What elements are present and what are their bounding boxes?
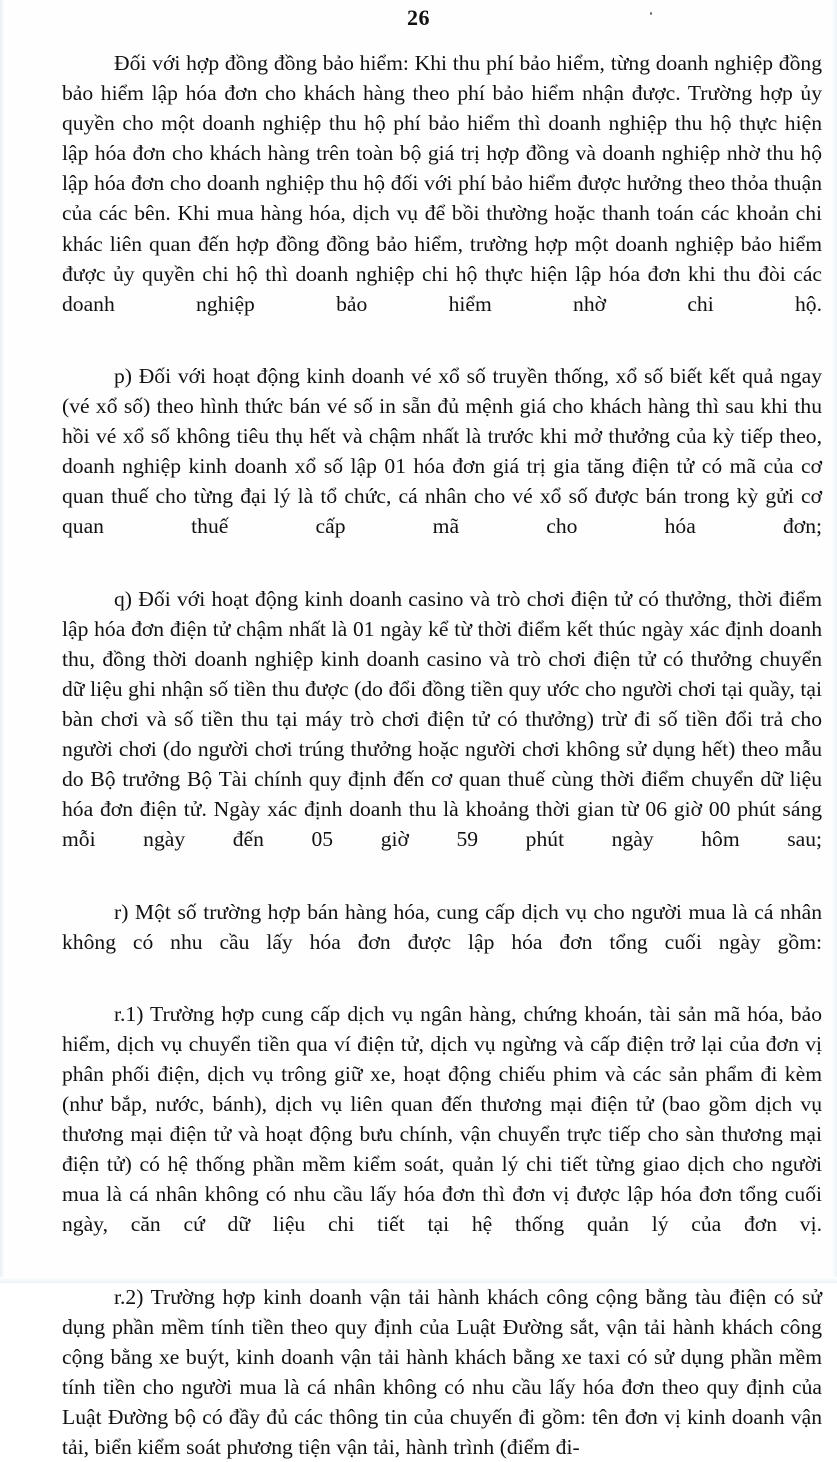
paragraph-r1: r.1) Trường hợp cung cấp dịch vụ ngân hàng, chứng khoán, tài sản mã hóa, bảo hiểm, dịch vụ chuyển tiền qua ví điện tử, dịch vụ ngừng và cấp điện trở lại của đơn vị phân phối điện, dịch vụ trông giữ xe, hoạt động chiếu phim và các sản phẩm đi kèm (như bắp, nước, bánh), dịch vụ liên quan đến thương mại điện tử (bao gồm dịch vụ thương mại điện tử và hoạt động bưu chính, vận chuyển trực tiếp cho sàn thương mại điện tử) có hệ thống phần mềm kiểm soát, quản lý chi tiết từng giao dịch cho người mua là cá nhân không có nhu cầu lấy hóa đơn thì đơn vị được lập hóa đơn tổng cuối ngày, căn cứ dữ liệu chi tiết tại hệ thống quản lý của đơn vị. [62,1001,822,1237]
paragraph-r2: r.2) Trường hợp kinh doanh vận tải hành khách công cộng bằng tàu điện có sử dụng phần mềm tính tiền theo quy định của Luật Đường sắt, vận tải hành khách công cộng bằng xe buýt, kinh doanh vận tải hành khách bằng xe taxi có sử dụng phần mềm tính tiền cho người mua là cá nhân không có nhu cầu lấy hóa đơn theo quy định của Luật Đường bộ có đầy đủ các thông tin của chuyến đi gồm: tên đơn vị kinh doanh vận tải, biển kiểm soát phương tiện vận tải, hành trình (điểm đi- [62,1284,822,1460]
scan-edge-left [0,0,5,1283]
scan-edge-right [831,0,837,1283]
document-body [62,48,822,1462]
paragraph-p: p) Đối với hoạt động kinh doanh vé xổ số truyền thống, xổ số biết kết quả ngay (vé xổ số) theo hình thức bán vé số in sẵn đủ mệnh giá cho khách hàng thì sau khi thu hồi vé xổ số không tiêu thụ hết và chậm nhất là trước khi mở thưởng của kỳ tiếp theo, doanh nghiệp kinh doanh xổ số lập 01 hóa đơn giá trị gia tăng điện tử có mã của cơ quan thuế cho từng đại lý là tổ chức, cá nhân cho vé xổ số được bán trong kỳ gửi cơ quan thuế cấp mã cho hóa đơn; [62,363,822,539]
scan-speck [650,12,652,15]
page-number: 26 [407,5,430,30]
paragraph-q: q) Đối với hoạt động kinh doanh casino và trò chơi điện tử có thưởng, thời điểm lập hóa đơn điện tử chậm nhất là 01 ngày kể từ thời điểm kết thúc ngày xác định doanh thu, đồng thời doanh nghiệp kinh doanh casino và trò chơi điện tử có thưởng chuyển dữ liệu ghi nhận số tiền thu được (do đổi đồng tiền quy ước cho người chơi tại quầy, tại bàn chơi và số tiền thu tại máy trò chơi điện tử có thưởng) trừ đi số tiền đổi trả cho người chơi (do người chơi trúng thưởng hoặc người chơi không sử dụng hết) theo mẫu do Bộ trưởng Bộ Tài chính quy định đến cơ quan thuế cùng thời điểm chuyển dữ liệu hóa đơn điện tử. Ngày xác định doanh thu là khoảng thời gian từ 06 giờ 00 phút sáng mỗi ngày đến 05 giờ 59 phút ngày hôm sau; [62,586,822,852]
paragraph-dong-bao-hiem: Đối với hợp đồng đồng bảo hiểm: Khi thu phí bảo hiểm, từng doanh nghiệp đồng bảo hiểm lập hóa đơn cho khách hàng theo phí bảo hiểm nhận được. Trường hợp ủy quyền cho một doanh nghiệp thu hộ phí bảo hiểm thì doanh nghiệp thu hộ thực hiện lập hóa đơn cho khách hàng trên toàn bộ giá trị hợp đồng và doanh nghiệp nhờ thu hộ lập hóa đơn cho doanh nghiệp thu hộ đối với phí bảo hiểm được hưởng theo thỏa thuận của các bên. Khi mua hàng hóa, dịch vụ để bồi thường hoặc thanh toán các khoản chi khác liên quan đến hợp đồng đồng bảo hiểm, trường hợp một doanh nghiệp bảo hiểm được ủy quyền chi hộ thì doanh nghiệp chi hộ thực hiện lập hóa đơn khi thu đòi các doanh nghiệp bảo hiểm nhờ chi hộ. [62,51,822,316]
paragraph-r: r) Một số trường hợp bán hàng hóa, cung cấp dịch vụ cho người mua là cá nhân không có nhu cầu lấy hóa đơn được lập hóa đơn tổng cuối ngày gồm: [62,899,822,954]
